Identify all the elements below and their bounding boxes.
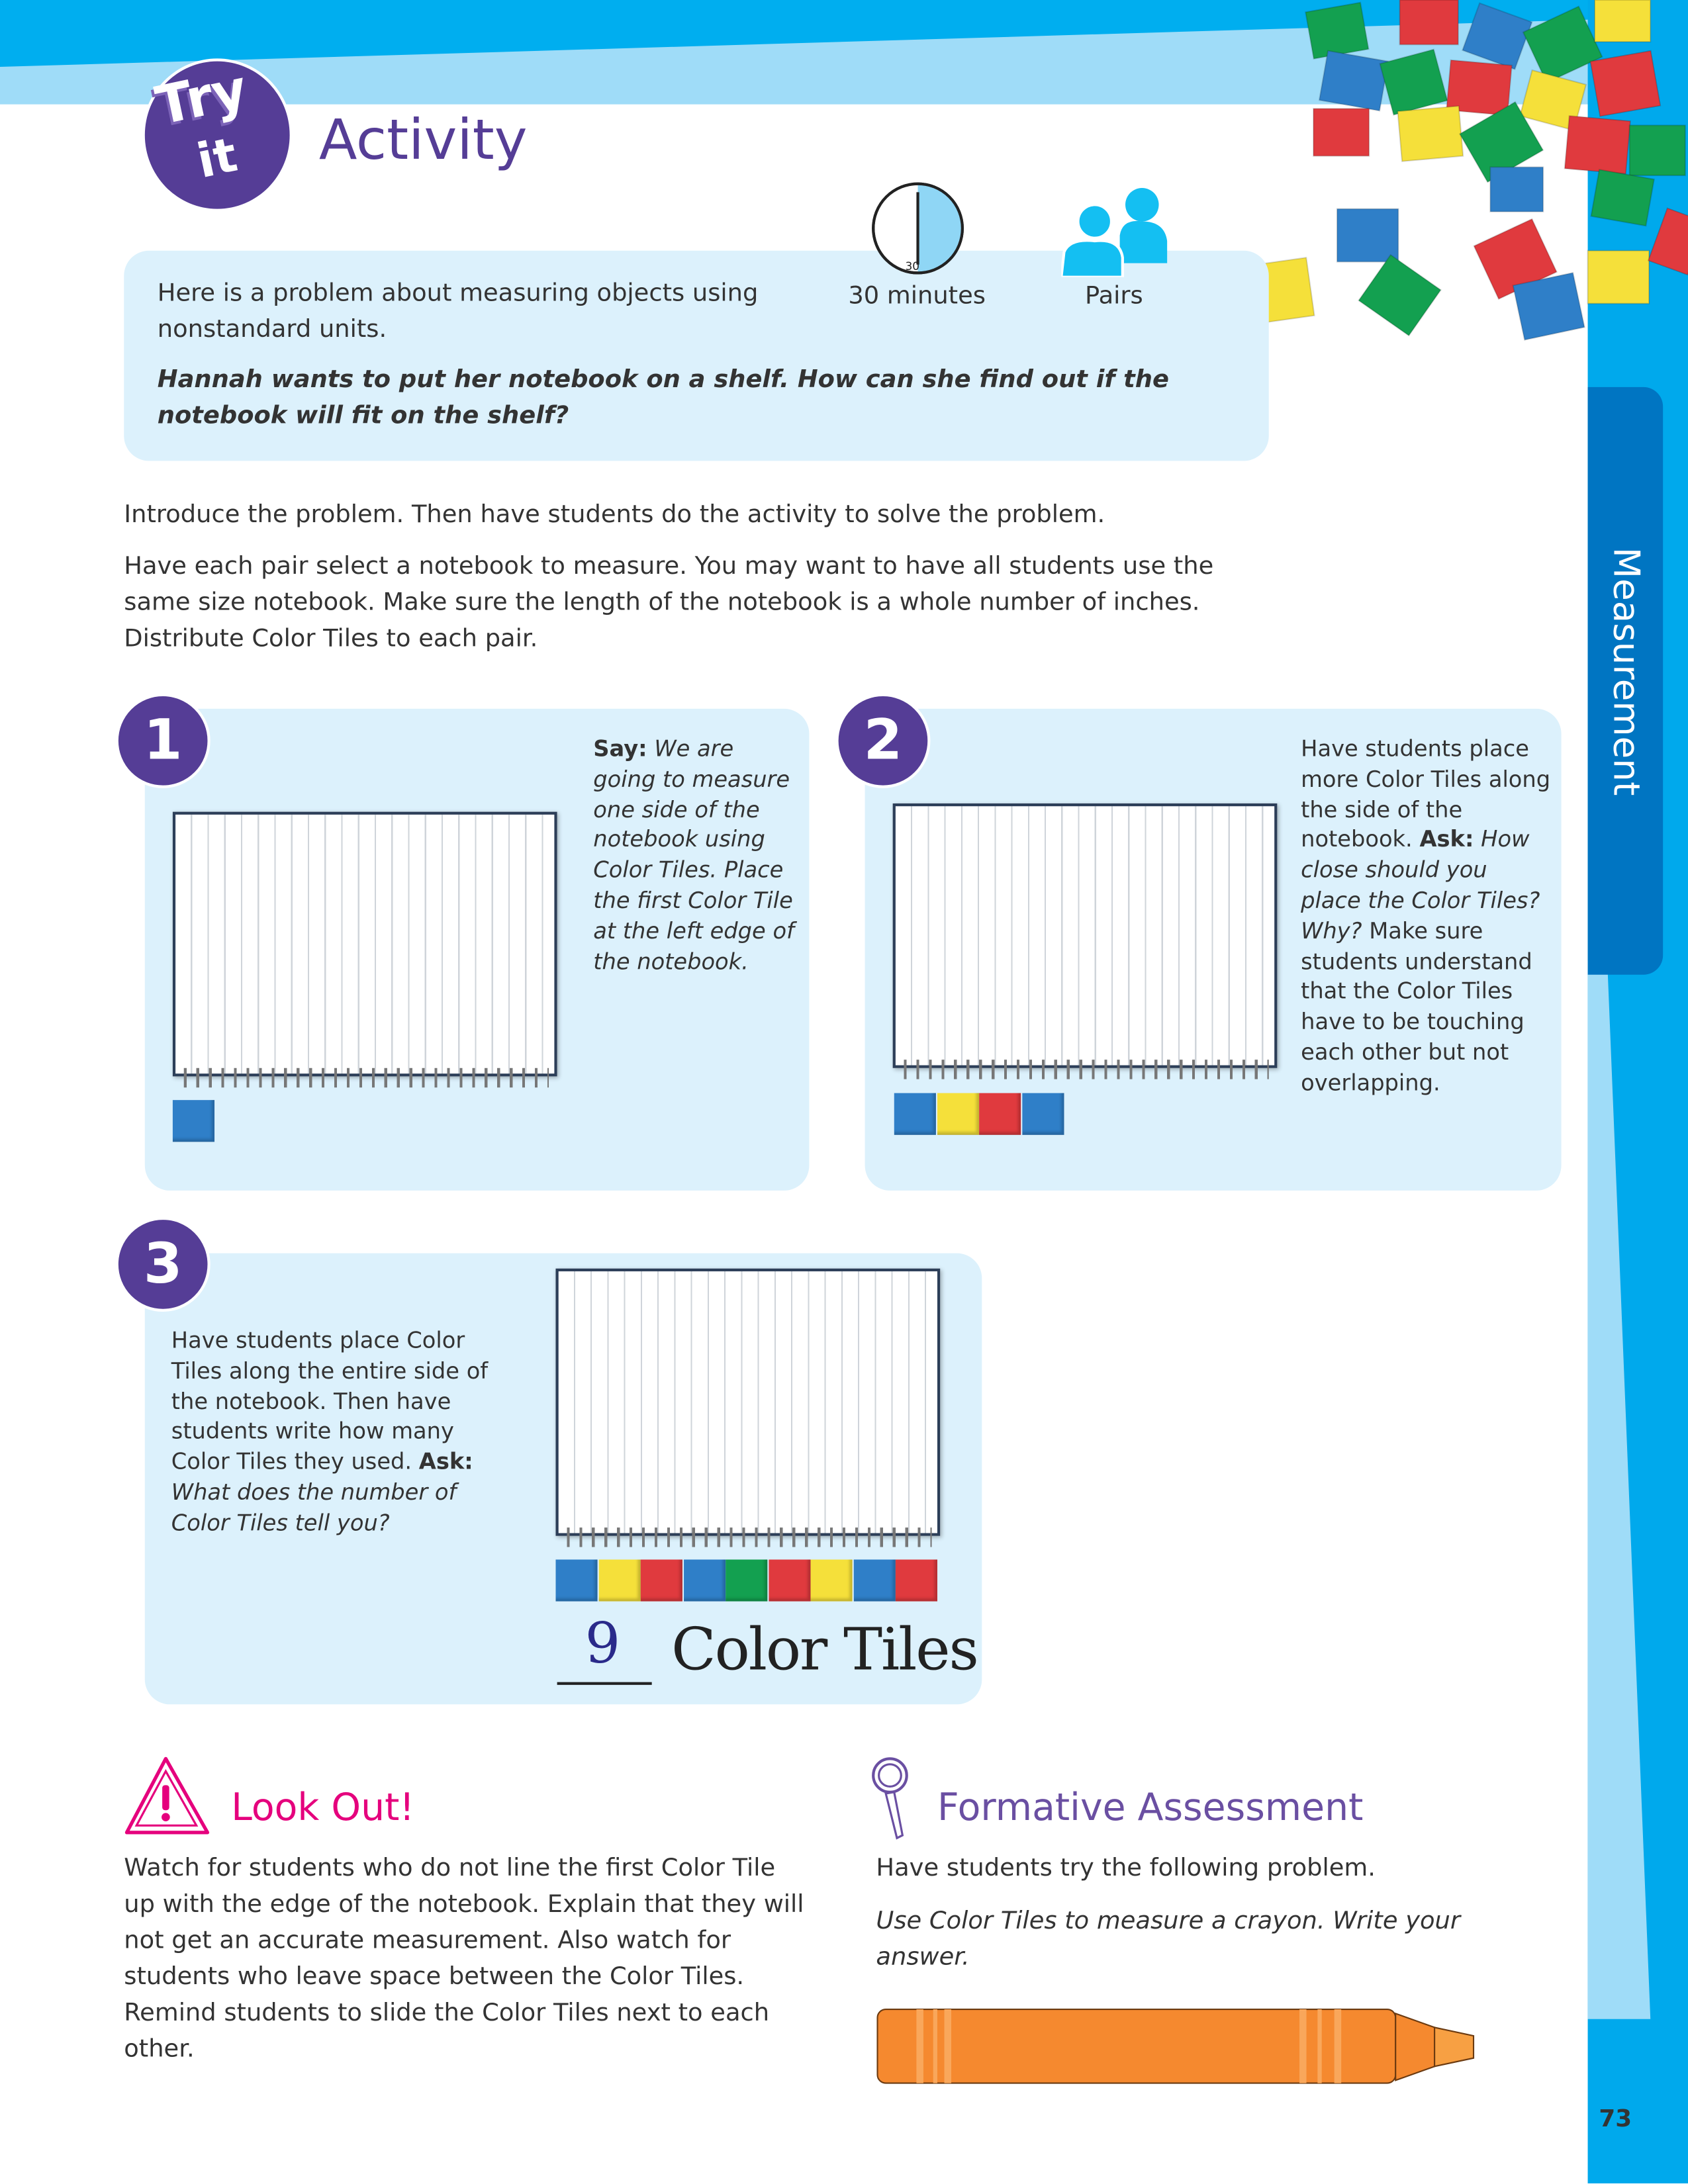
side-tab-measurement[interactable] bbox=[1588, 387, 1664, 975]
step-1-number: 1 bbox=[116, 694, 211, 788]
step-2-number: 2 bbox=[835, 694, 930, 788]
color-tile bbox=[641, 1559, 682, 1601]
instruction-1: Introduce the problem. Then have students do the activity to solve the problem. bbox=[124, 501, 1105, 529]
badge-text-try: Try bbox=[150, 58, 253, 137]
color-tile bbox=[768, 1559, 810, 1601]
notebook-image bbox=[555, 1269, 940, 1536]
color-tile bbox=[683, 1559, 725, 1601]
step-3-number: 3 bbox=[116, 1217, 211, 1312]
notebook-image bbox=[173, 812, 557, 1077]
step-2-text-1: Have students place more Color Tiles along the side of the notebook. bbox=[1301, 735, 1551, 853]
look-out-text: Watch for students who do not line the first Color Tile up with the edge of the notebook. Explain that they will not get an accurate measurement. Also watch for students who leave space between the Color Tiles. Remind students to slide the Color Tiles next to each other. bbox=[124, 1854, 804, 2064]
group-label: Pairs bbox=[1085, 283, 1143, 311]
pairs-icon bbox=[1061, 185, 1172, 277]
notebook-spiral bbox=[567, 1527, 931, 1547]
crayon-image bbox=[874, 2005, 1476, 2089]
formative-text: Have students try the following problem. bbox=[876, 1854, 1376, 1883]
try-it-badge bbox=[142, 58, 293, 211]
look-out-title: Look Out! bbox=[231, 1786, 415, 1830]
color-tile bbox=[173, 1100, 214, 1142]
color-tile bbox=[979, 1093, 1021, 1135]
badge-text-it: it bbox=[192, 127, 242, 191]
color-tile bbox=[598, 1559, 640, 1601]
problem-text: Hannah wants to put her notebook on a shelf. How can she find out if the notebook will fit on the shelf? bbox=[157, 366, 1169, 431]
clock-icon bbox=[870, 181, 968, 279]
instruction-2: Have each pair select a notebook to measure. You may want to have all students use the same size notebook. Make sure the length of the notebook is a whole number of inches. Distribute Color Tiles to each pair. bbox=[124, 553, 1214, 653]
step-3-text bbox=[171, 1326, 506, 1538]
page-title: Activity bbox=[318, 109, 528, 173]
clock-mark: 30 bbox=[905, 259, 920, 273]
time-label: 30 minutes bbox=[848, 283, 986, 311]
say-text: We are going to measure one side of the notebook using Color Tiles. Place the first Color Tile at the left edge of the notebook. bbox=[593, 735, 794, 974]
step-3-text-1: Have students place Color Tiles along the entire side of the notebook. Then have students write how many Color Tiles they used. bbox=[171, 1327, 489, 1475]
color-tile bbox=[811, 1559, 853, 1601]
page-number: 73 bbox=[1599, 2105, 1632, 2134]
warning-icon bbox=[124, 1754, 213, 1838]
answer-text: Color Tiles bbox=[671, 1615, 978, 1684]
color-tile bbox=[726, 1559, 767, 1601]
intro-text: Here is a problem about measuring objects using nonstandard units. bbox=[157, 279, 759, 344]
step-2-text-2: Make sure students understand that the Color Tiles have to be touching each other but not overlapping. bbox=[1301, 917, 1532, 1096]
ask-text: How close should you place the Color Tiles? Why? bbox=[1301, 826, 1540, 944]
say-label: Say: bbox=[593, 735, 647, 762]
ask-text: What does the number of Color Tiles tell you? bbox=[171, 1479, 457, 1536]
formative-title: Formative Assessment bbox=[937, 1786, 1364, 1830]
side-tab-label: Measurement bbox=[1604, 547, 1646, 796]
ask-label: Ask: bbox=[418, 1448, 473, 1475]
ask-label: Ask: bbox=[1419, 826, 1474, 853]
color-tile bbox=[555, 1559, 597, 1601]
formative-prompt: Use Color Tiles to measure a crayon. Write your answer. bbox=[876, 1907, 1461, 1972]
notebook-spiral bbox=[184, 1068, 549, 1087]
notebook-spiral bbox=[904, 1060, 1268, 1079]
step-2-text bbox=[1301, 734, 1552, 1098]
side-light-wedge bbox=[1588, 961, 1658, 2033]
answer-number: 9 bbox=[585, 1612, 621, 1677]
color-tile bbox=[937, 1093, 978, 1135]
color-tile bbox=[1021, 1093, 1063, 1135]
magnifier-icon bbox=[867, 1754, 922, 1846]
answer-line bbox=[557, 1682, 652, 1685]
step-1-text bbox=[593, 734, 802, 977]
color-tiles-pile-image bbox=[1246, 0, 1688, 348]
color-tile bbox=[853, 1559, 895, 1601]
color-tile bbox=[896, 1559, 937, 1601]
notebook-image bbox=[893, 803, 1278, 1068]
color-tile bbox=[894, 1093, 936, 1135]
